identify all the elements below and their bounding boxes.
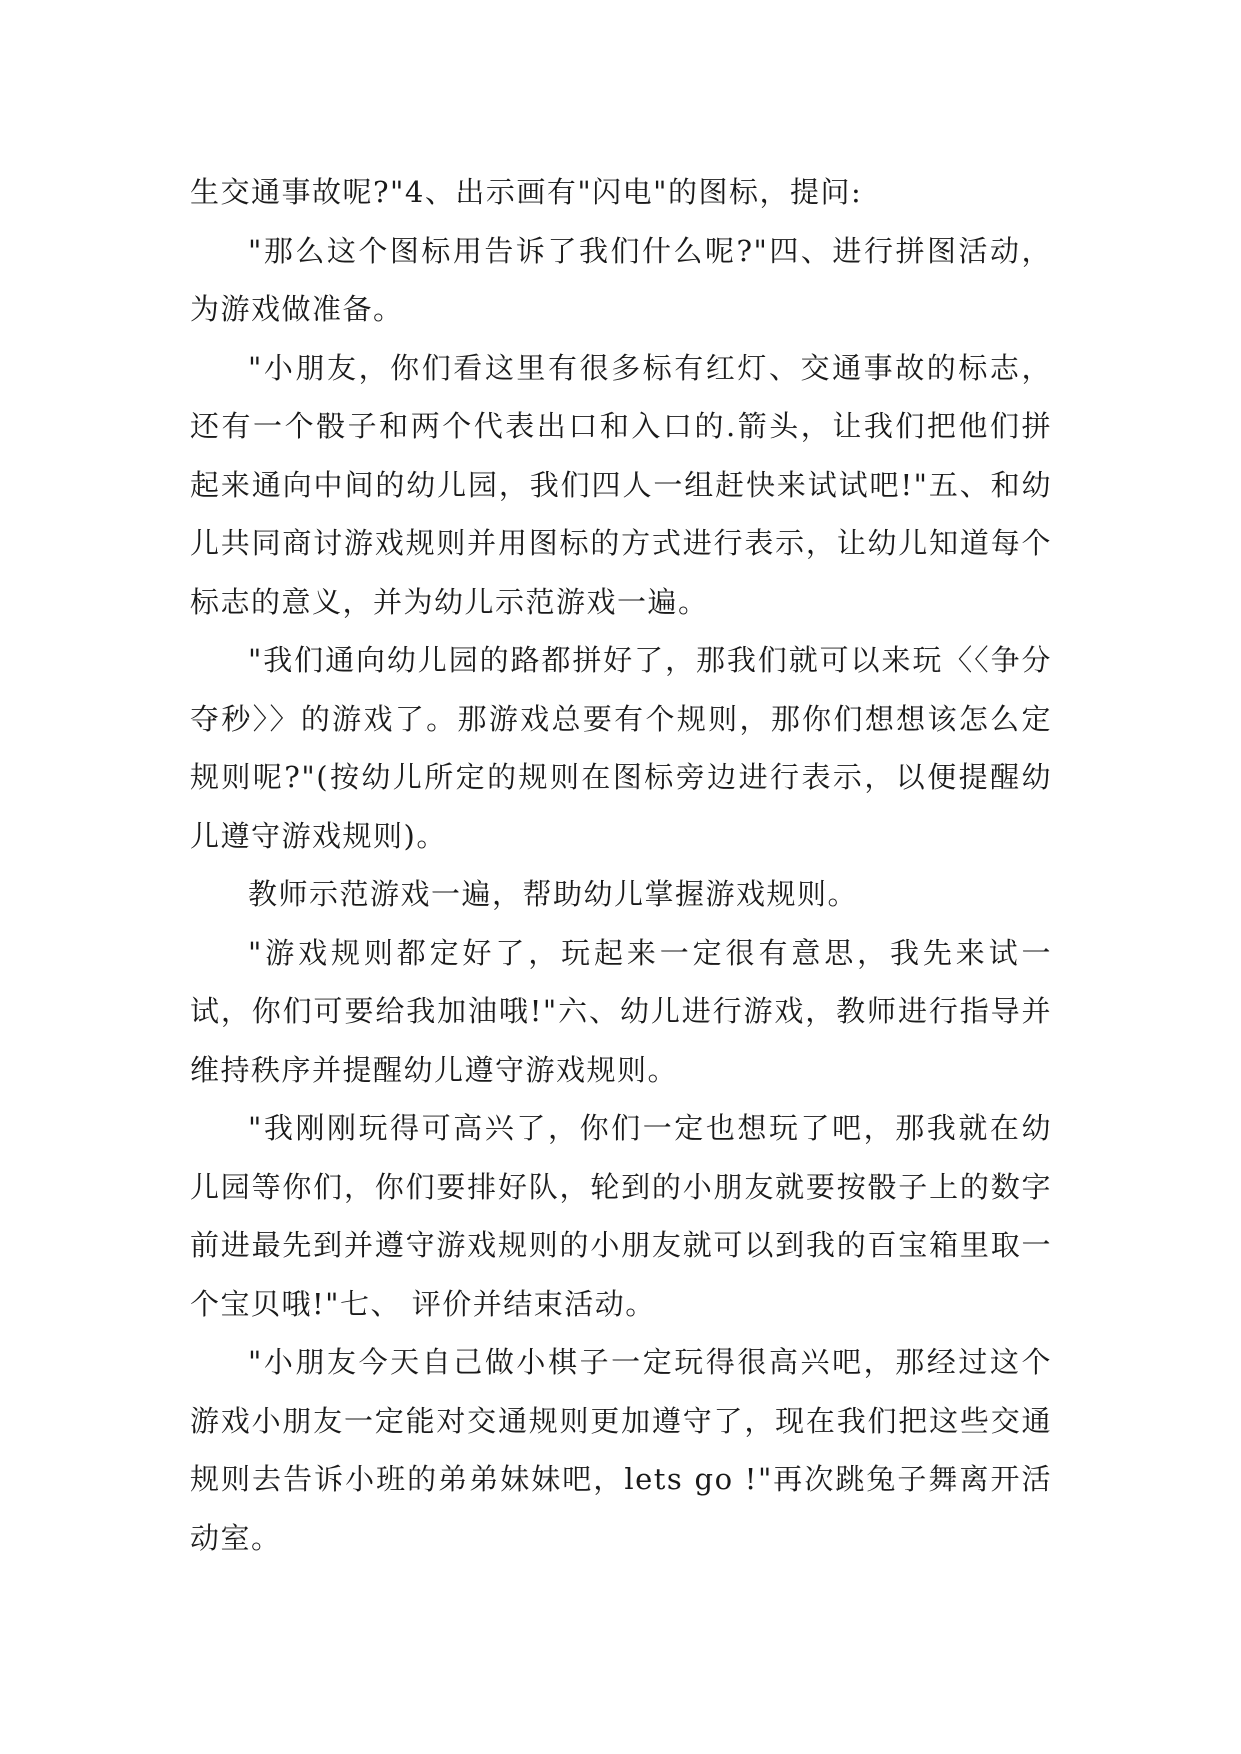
paragraph: "游戏规则都定好了，玩起来一定很有意思，我先来试一试，你们可要给我加油哦!"六、幼儿进行游戏，教师进行指导并维持秩序并提醒幼儿遵守游戏规则。 [190,935,1052,1087]
paragraph: "小朋友今天自己做小棋子一定玩得很高兴吧，那经过这个游戏小朋友一定能对交通规则更加遵守了，现在我们把这些交通规则去告诉小班的弟弟妹妹吧，lets go !"再次跳兔子舞离开活动室。 [190,1345,1052,1555]
paragraph: 教师示范游戏一遍，帮助幼儿掌握游戏规则。 [248,877,859,911]
document-body [190,163,1052,1567]
paragraph: "小朋友，你们看这里有很多标有红灯、交通事故的标志，还有一个骰子和两个代表出口和入口的.箭头，让我们把他们拼起来通向中间的幼儿园，我们四人一组赶快来试试吧!"五、和幼儿共同商讨游戏规则并用图标的方式进行表示，让幼儿知道每个标志的意义，并为幼儿示范游戏一遍。 [190,350,1052,619]
paragraph: "我刚刚玩得可高兴了，你们一定也想玩了吧，那我就在幼儿园等你们，你们要排好队，轮到的小朋友就要按骰子上的数字前进最先到并遵守游戏规则的小朋友就可以到我的百宝箱里取一个宝贝哦!"七、 评价并结束活动。 [190,1111,1052,1321]
paragraph: "那么这个图标用告诉了我们什么呢?"四、进行拼图活动，为游戏做准备。 [190,233,1052,326]
paragraph-continuation: 生交通事故呢?"4、出示画有"闪电"的图标，提问: [190,175,863,209]
paragraph: "我们通向幼儿园的路都拼好了，那我们就可以来玩〈〈争分夺秒〉〉的游戏了。那游戏总要有个规则，那你们想想该怎么定规则呢?"(按幼儿所定的规则在图标旁边进行表示，以便提醒幼儿遵守游戏规则)。 [190,643,1052,853]
